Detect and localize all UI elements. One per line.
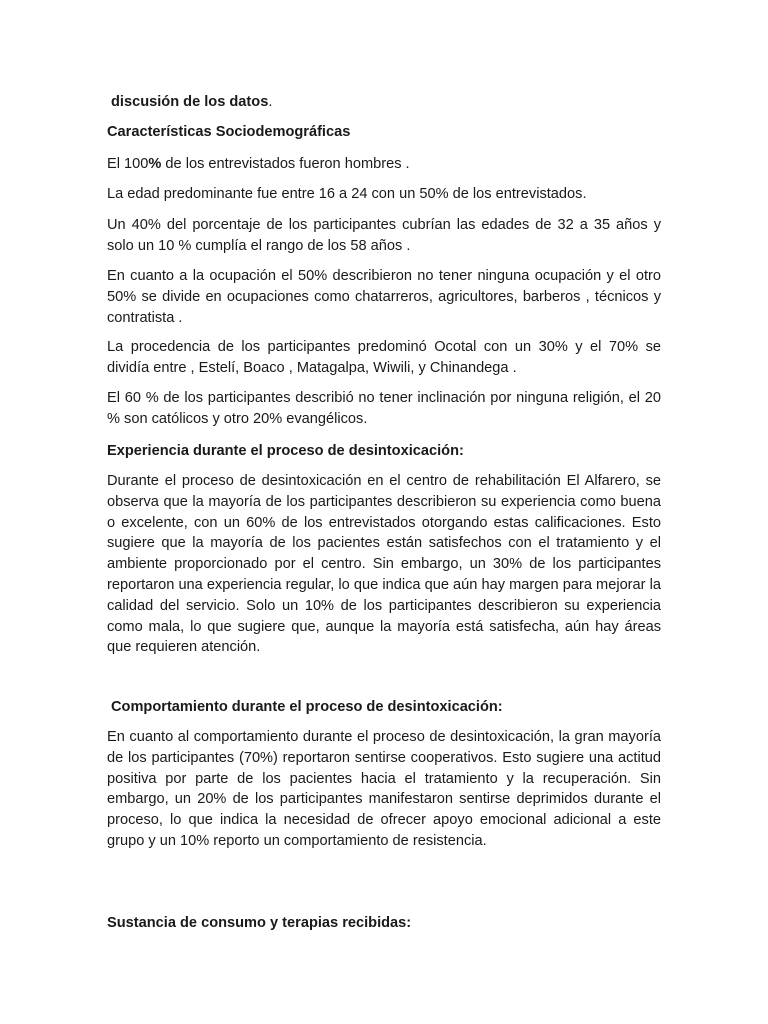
p1-prefix: El 100 <box>107 156 149 172</box>
p1-percent: % <box>148 156 162 172</box>
behavior-heading: Comportamiento durante el proceso de desintoxicación: <box>111 699 503 715</box>
sociodemographic-paragraph-2: La edad predominante fue entre 16 a 24 con un 50% de los entrevistados. <box>107 186 587 202</box>
section-title-text: discusión de los datos <box>111 94 269 110</box>
sociodemographic-paragraph-4: En cuanto a la ocupación el 50% describieron no tener ninguna ocupación y el otro 50% se divide en ocupaciones como chatarreros, agricultores, barberos , técnicos y contratista . <box>107 268 661 326</box>
sociodemographic-paragraph-1 <box>107 154 661 175</box>
behavior-paragraph: En cuanto al comportamiento durante el proceso de desintoxicación, la gran mayoría de los participantes (70%) reportaron sentirse cooperativos. Esto sugiere una actitud positiva por parte de los pacientes hacia el tratamiento y la recuperación. Sin embargo, un 20% de los participantes manifestaron sentirse deprimidos durante el proceso, lo que indica la necesidad de ofrecer apoyo emocional adicional a este grupo y un 10% reporto un comportamiento de resistencia. <box>107 729 661 849</box>
sociodemographic-paragraph-5: La procedencia de los participantes predominó Ocotal con un 30% y el 70% se dividía entre , Estelí, Boaco , Matagalpa, Wiwili, y Chinandega . <box>107 339 661 376</box>
section-title <box>107 92 665 113</box>
sociodemographic-paragraph-3: Un 40% del porcentaje de los participantes cubrían las edades de 32 a 35 años y solo un 10 % cumplía el rango de los 58 años . <box>107 217 661 254</box>
experience-heading: Experiencia durante el proceso de desintoxicación: <box>107 443 464 459</box>
section-title-period: . <box>268 94 273 110</box>
experience-paragraph: Durante el proceso de desintoxicación en el centro de rehabilitación El Alfarero, se observa que la mayoría de los participantes describieron su experiencia como buena o excelente, con un 60% de los entrevistados otorgando estas calificaciones. Esto sugiere que la mayoría de los pacientes están satisfechos con el tratamiento y el ambiente proporcionado por el centro. Sin embargo, un 30% de los participantes reportaron una experiencia regular, lo que indica que aún hay margen para mejorar la calidad del servicio. Solo un 10% de los participantes describieron su experiencia como mala, lo que sugiere que, aunque la mayoría está satisfecha, aún hay áreas que requieren atención. <box>107 473 661 656</box>
sociodemographic-paragraph-6: El 60 % de los participantes describió no tener inclinación por ninguna religión, el 20 % son católicos y otro 20% evangélicos. <box>107 390 661 427</box>
sociodemographic-heading: Características Sociodemográficas <box>107 124 351 140</box>
substances-heading: Sustancia de consumo y terapias recibidas: <box>107 915 412 931</box>
p1-suffix: de los entrevistados fueron hombres . <box>161 156 410 172</box>
